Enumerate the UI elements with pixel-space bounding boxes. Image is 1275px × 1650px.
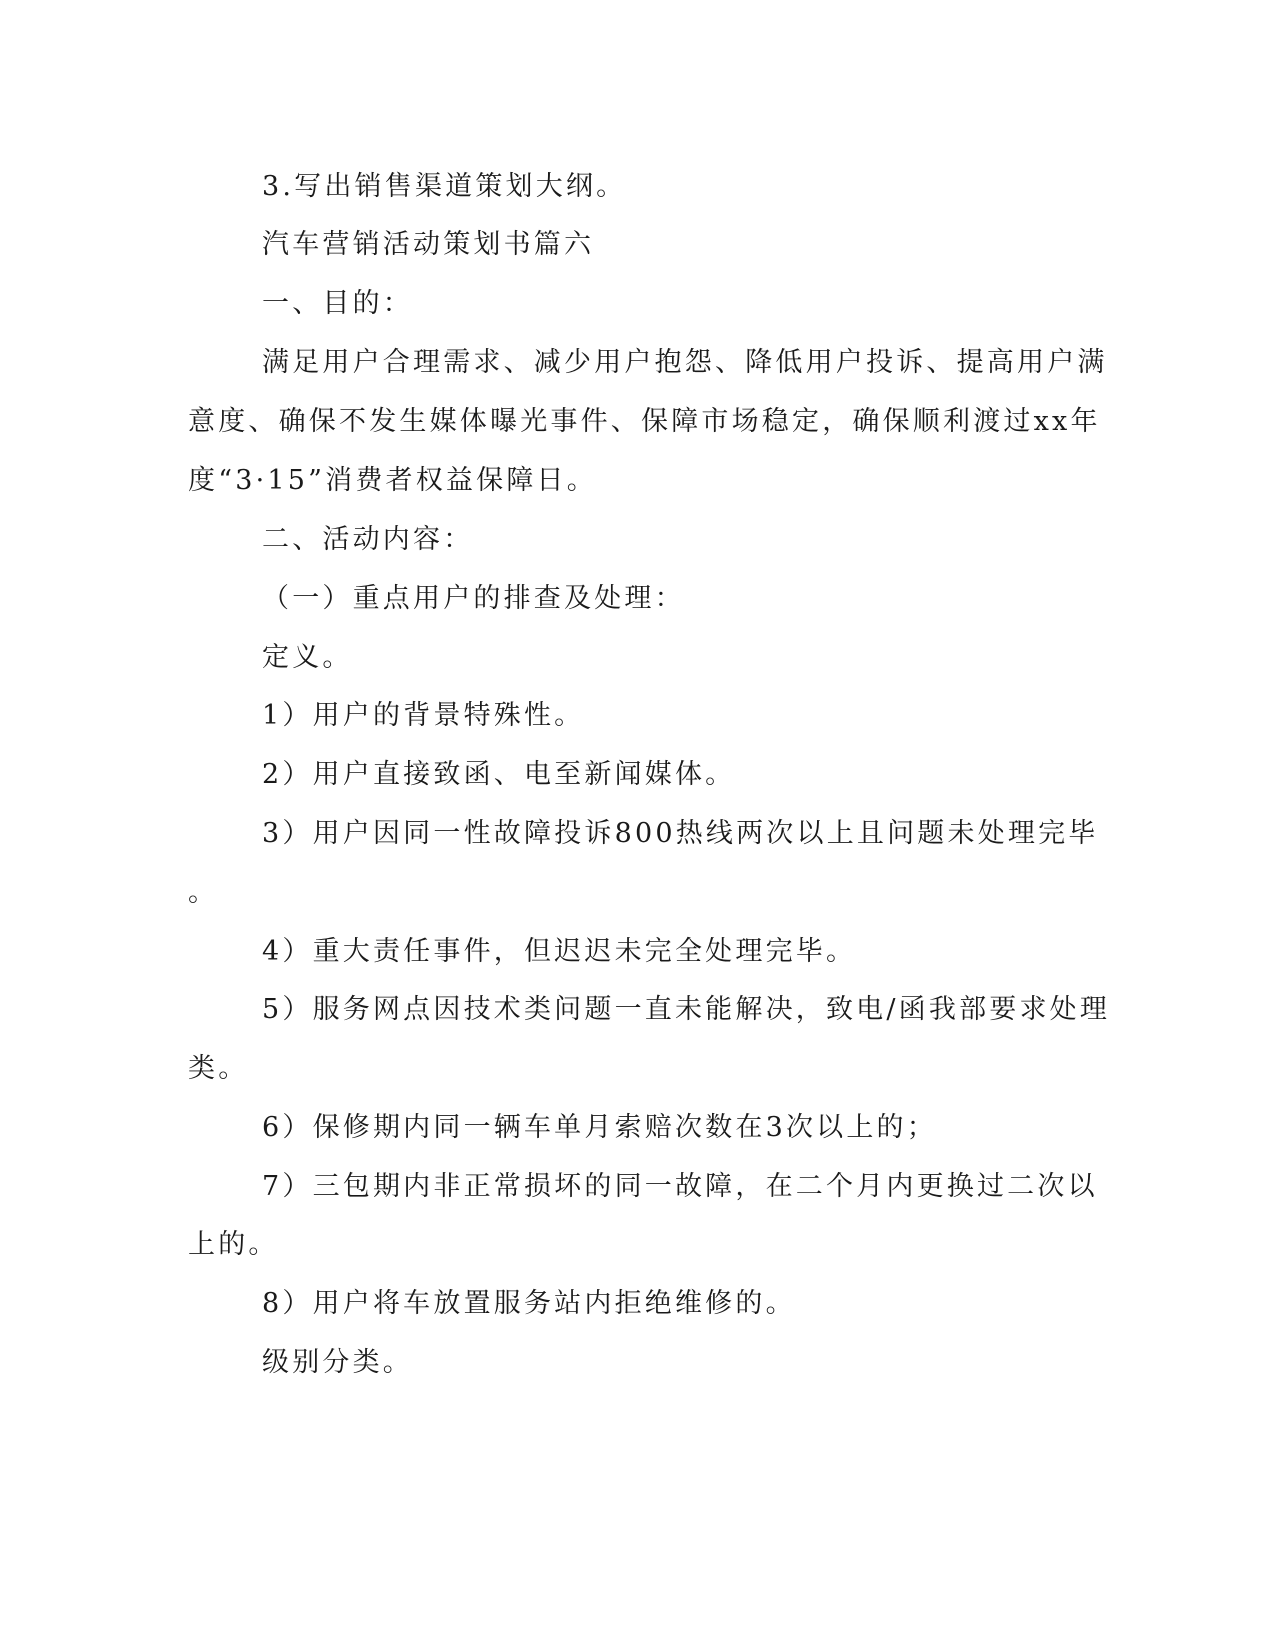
text-line: （一）重点用户的排查及处理： xyxy=(262,583,685,614)
text-line: 一、目的： xyxy=(262,288,413,319)
text-line: 意度、确保不发生媒体曝光事件、保障市场稳定，确保顺利渡过xx年 xyxy=(188,406,1101,437)
list-item: 4）重大责任事件，但迟迟未完全处理完毕。 xyxy=(262,936,857,967)
section-heading: 汽车营销活动策划书篇六 xyxy=(262,229,595,260)
text-line: 。 xyxy=(188,877,219,908)
list-item: 3）用户因同一性故障投诉800热线两次以上且问题未处理完毕 xyxy=(262,818,1099,849)
text-line: 上的。 xyxy=(188,1229,279,1260)
list-item: 7）三包期内非正常损坏的同一故障，在二个月内更换过二次以 xyxy=(262,1171,1098,1202)
text-line: 类。 xyxy=(188,1053,249,1084)
text-line: 3.写出销售渠道策划大纲。 xyxy=(262,171,627,202)
list-item: 8）用户将车放置服务站内拒绝维修的。 xyxy=(262,1288,796,1319)
text-line: 定义。 xyxy=(262,642,353,673)
text-line: 二、活动内容： xyxy=(262,524,474,555)
list-item: 1）用户的背景特殊性。 xyxy=(262,700,585,731)
list-item: 2）用户直接致函、电至新闻媒体。 xyxy=(262,759,736,790)
text-line: 级别分类。 xyxy=(262,1347,413,1378)
list-item: 6）保修期内同一辆车单月索赔次数在3次以上的； xyxy=(262,1112,937,1143)
text-line: 度“3·15”消费者权益保障日。 xyxy=(188,465,597,496)
text-line: 满足用户合理需求、减少用户抱怨、降低用户投诉、提高用户满 xyxy=(262,347,1108,378)
list-item: 5）服务网点因技术类问题一直未能解决，致电/函我部要求处理 xyxy=(262,994,1111,1025)
